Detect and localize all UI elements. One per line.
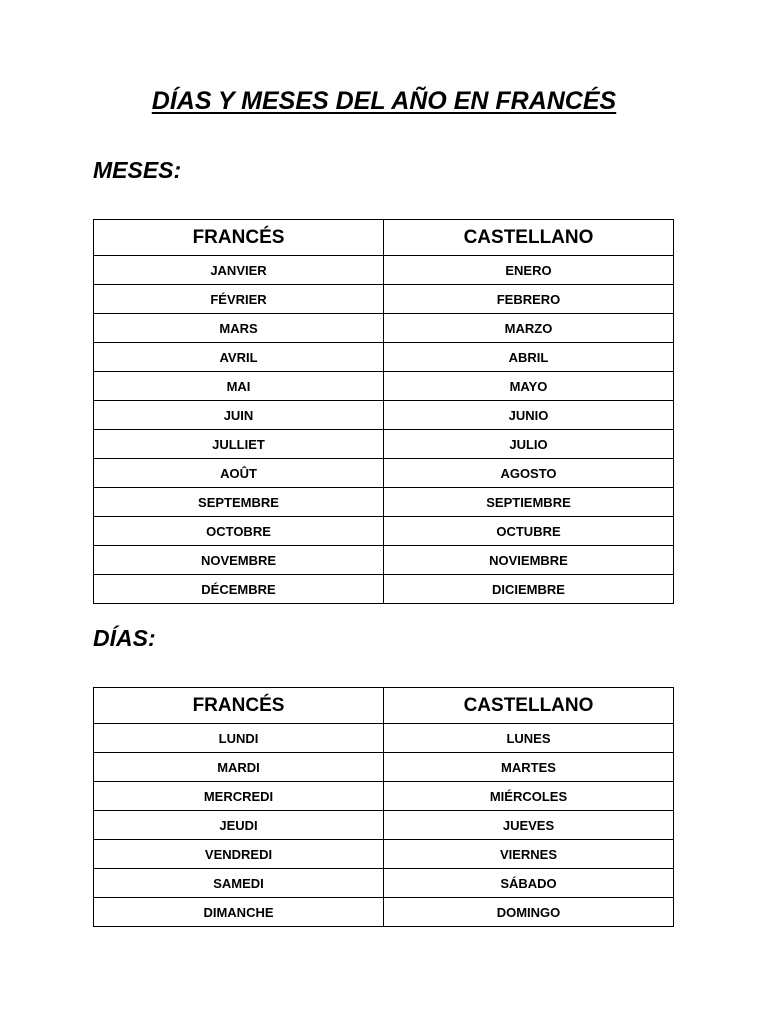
day-french-cell: MARDI (94, 753, 384, 782)
day-french-cell: VENDREDI (94, 840, 384, 869)
month-french-cell: OCTOBRE (94, 517, 384, 546)
month-spanish-cell: JUNIO (384, 401, 674, 430)
month-spanish-cell: MARZO (384, 314, 674, 343)
month-french-cell: AVRIL (94, 343, 384, 372)
month-french-cell: SEPTEMBRE (94, 488, 384, 517)
months-heading: MESES: (93, 157, 182, 183)
days-table (93, 687, 674, 927)
day-table-row (94, 869, 674, 898)
month-table-row (94, 430, 674, 459)
day-spanish-cell: JUEVES (384, 811, 674, 840)
month-french-cell: JUIN (94, 401, 384, 430)
month-table-row (94, 372, 674, 401)
day-spanish-cell: MIÉRCOLES (384, 782, 674, 811)
page-title (0, 84, 768, 118)
month-table-row (94, 459, 674, 488)
day-spanish-cell: SÁBADO (384, 869, 674, 898)
month-spanish-cell: SEPTIEMBRE (384, 488, 674, 517)
month-table-row (94, 314, 674, 343)
month-spanish-cell: ABRIL (384, 343, 674, 372)
month-french-cell: DÉCEMBRE (94, 575, 384, 604)
month-french-cell: AOÛT (94, 459, 384, 488)
day-french-cell: MERCREDI (94, 782, 384, 811)
months-table-body (94, 256, 674, 604)
months-table-header-row (94, 220, 674, 256)
month-table-row (94, 488, 674, 517)
month-spanish-cell: ENERO (384, 256, 674, 285)
month-table-row (94, 343, 674, 372)
day-table-row (94, 811, 674, 840)
day-french-cell: LUNDI (94, 724, 384, 753)
month-table-row (94, 256, 674, 285)
month-table-row (94, 575, 674, 604)
month-spanish-cell: NOVIEMBRE (384, 546, 674, 575)
month-table-row (94, 517, 674, 546)
month-french-cell: FÉVRIER (94, 285, 384, 314)
day-french-cell: JEUDI (94, 811, 384, 840)
month-spanish-cell: AGOSTO (384, 459, 674, 488)
month-spanish-cell: OCTUBRE (384, 517, 674, 546)
days-table-body (94, 724, 674, 927)
month-spanish-cell: FEBRERO (384, 285, 674, 314)
months-table (93, 219, 674, 604)
months-header-french: FRANCÉS (94, 220, 384, 256)
day-french-cell: SAMEDI (94, 869, 384, 898)
days-header-french: FRANCÉS (94, 688, 384, 724)
day-french-cell: DIMANCHE (94, 898, 384, 927)
month-spanish-cell: JULIO (384, 430, 674, 459)
day-spanish-cell: LUNES (384, 724, 674, 753)
day-table-row (94, 753, 674, 782)
month-table-row (94, 285, 674, 314)
days-table-header-row (94, 688, 674, 724)
day-table-row (94, 898, 674, 927)
month-french-cell: NOVEMBRE (94, 546, 384, 575)
page-title-text: DÍAS Y MESES DEL AÑO EN FRANCÉS (151, 87, 617, 115)
month-french-cell: JULLIET (94, 430, 384, 459)
month-spanish-cell: MAYO (384, 372, 674, 401)
day-table-row (94, 724, 674, 753)
month-french-cell: JANVIER (94, 256, 384, 285)
month-french-cell: MAI (94, 372, 384, 401)
days-heading: DÍAS: (93, 625, 156, 651)
day-spanish-cell: VIERNES (384, 840, 674, 869)
day-spanish-cell: MARTES (384, 753, 674, 782)
day-table-row (94, 782, 674, 811)
day-table-row (94, 840, 674, 869)
day-spanish-cell: DOMINGO (384, 898, 674, 927)
days-header-spanish: CASTELLANO (384, 688, 674, 724)
month-french-cell: MARS (94, 314, 384, 343)
month-table-row (94, 401, 674, 430)
months-header-spanish: CASTELLANO (384, 220, 674, 256)
month-table-row (94, 546, 674, 575)
month-spanish-cell: DICIEMBRE (384, 575, 674, 604)
